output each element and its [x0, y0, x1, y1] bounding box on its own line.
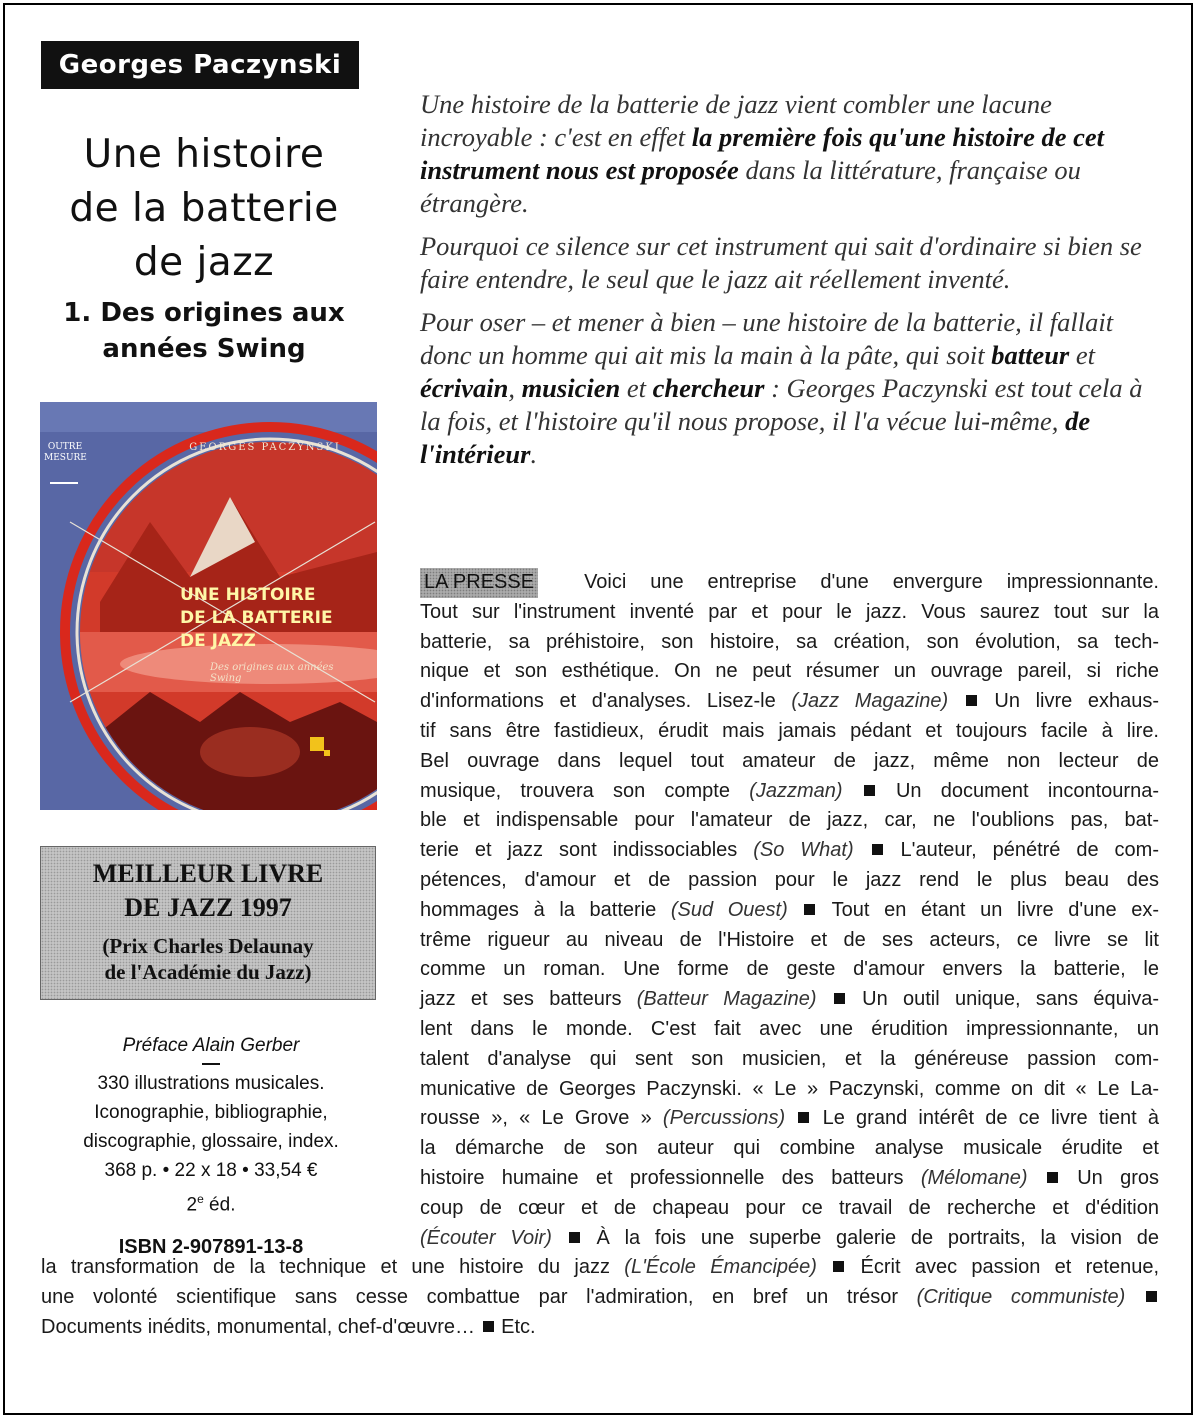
book-detail: 368 p. • 22 x 18 • 33,54 € — [104, 1160, 318, 1181]
cover-subtitle: Des origines aux années Swing — [210, 662, 334, 684]
press-line — [41, 1104, 1159, 1134]
intro-text-run: Une histoire de la batterie de jazz vient combler une lacune incroyable : c'est en effet — [420, 89, 1052, 152]
press-reviews — [41, 568, 1159, 1343]
press-text: jazz et ses batteurs — [420, 988, 637, 1011]
press-line — [41, 1253, 1159, 1283]
book-detail: discographie, glossaire, index. — [83, 1131, 339, 1152]
press-line: nique et son esthétique. On ne peut résumer un ouvrage pareil, si riche — [420, 660, 1159, 683]
press-text: Le grand intérêt de ce livre tient à — [811, 1107, 1159, 1130]
press-line — [41, 1283, 1159, 1313]
bullet-square-icon — [833, 1261, 844, 1272]
press-text: Écrit avec passion et retenue, — [846, 1256, 1159, 1279]
press-label: LA PRESSE — [420, 568, 538, 598]
intro-emphasis: écrivain — [420, 373, 509, 403]
press-line — [41, 836, 1159, 866]
preface-credit: Préface Alain Gerber — [122, 1035, 300, 1056]
intro-paragraph — [420, 306, 1165, 471]
intro-text-run: dans la littérature, française ou étrangère. — [420, 155, 1081, 218]
edition-superscript: e — [197, 1192, 204, 1206]
press-text: À la fois une superbe galerie de portraits, la vision de — [581, 1226, 1159, 1249]
intro-text-run: et — [620, 373, 653, 403]
title-line: de jazz — [133, 240, 275, 285]
press-text: L'auteur, pénétré de com- — [884, 839, 1159, 862]
press-line: Bel ouvrage dans lequel tout amateur de jazz, même non lecteur de — [420, 749, 1159, 772]
press-text: hommages à la batterie — [420, 898, 671, 921]
press-line: Tout sur l'instrument inventé par et pour le jazz. Vous saurez tout sur la — [420, 600, 1159, 623]
press-line: la démarche de son auteur qui combine analyse musicale érudite et — [420, 1137, 1159, 1160]
award-line: de l'Académie du Jazz) — [104, 960, 312, 984]
press-line: municative de Georges Paczynski. « Le » Paczynski, comme on dit « Le La- — [420, 1077, 1159, 1100]
intro-text-run: Pour oser – et mener à bien – une histoire de la batterie, il fallait donc un homme qui ait mis la main à la pâte, qui soit — [420, 307, 1114, 370]
press-text: histoire humaine et professionnelle des batteurs — [420, 1166, 921, 1189]
press-source: (Critique communiste) — [916, 1286, 1126, 1309]
intro-paragraph — [420, 88, 1165, 220]
intro-text-run: et — [1069, 340, 1095, 370]
intro-text-run: . — [530, 439, 538, 469]
bullet-square-icon — [1047, 1172, 1058, 1183]
intro-paragraph: Pourquoi ce silence sur cet instrument qui sait d'ordinaire si bien se faire entendre, le seul que le jazz ait réellement inventé. — [420, 231, 1142, 294]
cover-author: GEORGES PACZYNSKI — [189, 442, 341, 453]
press-text: la transformation de la technique et une histoire du jazz — [41, 1256, 625, 1279]
press-line: ble et indispensable pour l'amateur de jazz, car, ne l'oublions pas, bat- — [420, 809, 1159, 832]
intro-emphasis: chercheur — [652, 373, 765, 403]
subtitle-line: années Swing — [102, 334, 306, 364]
press-line: lent dans le monde. C'est fait avec une érudition impressionnante, un — [420, 1017, 1159, 1040]
press-text: Un gros — [1059, 1166, 1159, 1189]
intro-text-run: : Georges Paczynski est tout cela à la fois, et l'histoire qu'il nous propose, il l'a vécue lui-même, — [420, 373, 1143, 436]
intro-text-run: , — [508, 373, 522, 403]
press-source: (Sud Ouest) — [670, 898, 788, 921]
bullet-square-icon — [798, 1112, 809, 1123]
press-text: Tout en étant un livre d'une ex- — [817, 898, 1159, 921]
press-text: terie et jazz sont indissociables — [420, 839, 754, 862]
press-line — [41, 985, 1159, 1015]
press-line — [41, 568, 1159, 598]
bullet-square-icon — [569, 1232, 580, 1243]
press-text: Voici une entreprise d'une envergure impressionnante. — [584, 571, 1159, 593]
press-line: comme un roman. Une forme de geste d'amour envers la batterie, le — [420, 958, 1159, 981]
book-detail: Iconographie, bibliographie, — [94, 1102, 328, 1123]
press-line — [41, 1164, 1159, 1194]
press-text: Un outil unique, sans équiva- — [846, 988, 1159, 1011]
award-line: (Prix Charles Delaunay — [102, 934, 314, 958]
press-text: rousse », « Le Grove » — [420, 1107, 663, 1130]
press-source: (Mélomane) — [920, 1166, 1028, 1189]
press-source: (L'École Émancipée) — [624, 1256, 817, 1279]
edition-number: 2 — [186, 1194, 198, 1216]
press-line: tif sans être fastidieux, érudit mais jamais pédant et toujours facile à lire. — [420, 719, 1159, 742]
press-text: musique, trouvera son compte — [420, 779, 750, 802]
bullet-square-icon — [872, 844, 883, 855]
press-text: Un livre exhaus- — [978, 690, 1159, 713]
press-text: Documents inédits, monumental, chef-d'œuvre… — [41, 1315, 481, 1338]
bullet-square-icon — [483, 1321, 494, 1332]
award-line: MEILLEUR LIVRE — [92, 859, 324, 888]
press-line: batterie, sa préhistoire, son histoire, sa création, son évolution, sa tech- — [420, 630, 1159, 653]
edition-text: éd. — [203, 1194, 236, 1216]
bullet-square-icon — [864, 785, 875, 796]
press-line — [41, 1313, 1159, 1343]
intro-text — [420, 88, 1165, 481]
press-source: (So What) — [753, 839, 854, 862]
award-line: DE JAZZ 1997 — [124, 893, 292, 922]
book-title — [41, 128, 367, 290]
intro-emphasis: la première fois qu'une histoire de cet instrument nous est proposée — [420, 122, 1104, 185]
press-source: (Batteur Magazine) — [636, 988, 817, 1011]
press-line — [41, 687, 1159, 717]
isbn: ISBN 2-907891-13-8 — [118, 1236, 304, 1259]
press-line: coup de cœur et de chapeau pour ce travail de recherche et d'édition — [420, 1196, 1159, 1219]
press-text: Etc. — [495, 1315, 536, 1338]
press-source: (Jazz Magazine) — [791, 690, 949, 713]
book-detail: 330 illustrations musicales. — [97, 1073, 325, 1094]
intro-emphasis: de l'intérieur — [420, 406, 1091, 469]
bullet-square-icon — [834, 993, 845, 1004]
cover-title-line: DE LA BATTERIE — [180, 608, 333, 628]
title-line: de la batterie — [69, 186, 339, 231]
subtitle-line: 1. Des origines aux — [63, 298, 345, 328]
title-line: Une histoire — [83, 132, 325, 177]
intro-emphasis: musicien — [521, 373, 621, 403]
press-line: trême rigueur au niveau de l'Histoire et de ses acteurs, ce livre se lit — [420, 928, 1159, 951]
press-text: Un document incontourna- — [876, 779, 1159, 802]
cover-title-line: DE JAZZ — [180, 631, 256, 651]
bullet-square-icon — [1146, 1291, 1157, 1302]
press-source: (Jazzman) — [749, 779, 843, 802]
cover-publisher: OUTRE MESURE — [44, 442, 87, 463]
press-text: d'informations et d'analyses. Lisez-le — [420, 690, 792, 713]
bullet-square-icon — [966, 695, 977, 706]
press-source: (Écouter Voir) — [420, 1226, 552, 1249]
press-source: (Percussions) — [662, 1107, 786, 1130]
press-text: une volonté scientifique sans cesse combattue par l'admiration, en bref un trésor — [41, 1286, 917, 1309]
book-subtitle — [41, 295, 367, 367]
press-line — [41, 1224, 1159, 1254]
press-line: talent d'analyse qui sent son musicien, et la généreuse passion com- — [420, 1047, 1159, 1070]
intro-emphasis: batteur — [991, 340, 1070, 370]
author-banner: Georges Paczynski — [41, 41, 359, 89]
bullet-square-icon — [804, 904, 815, 915]
press-line: pétences, d'amour et de passion pour le jazz rend le plus beau des — [420, 868, 1159, 891]
press-line — [41, 777, 1159, 807]
press-line — [41, 896, 1159, 926]
cover-title-line: UNE HISTOIRE — [180, 585, 316, 605]
